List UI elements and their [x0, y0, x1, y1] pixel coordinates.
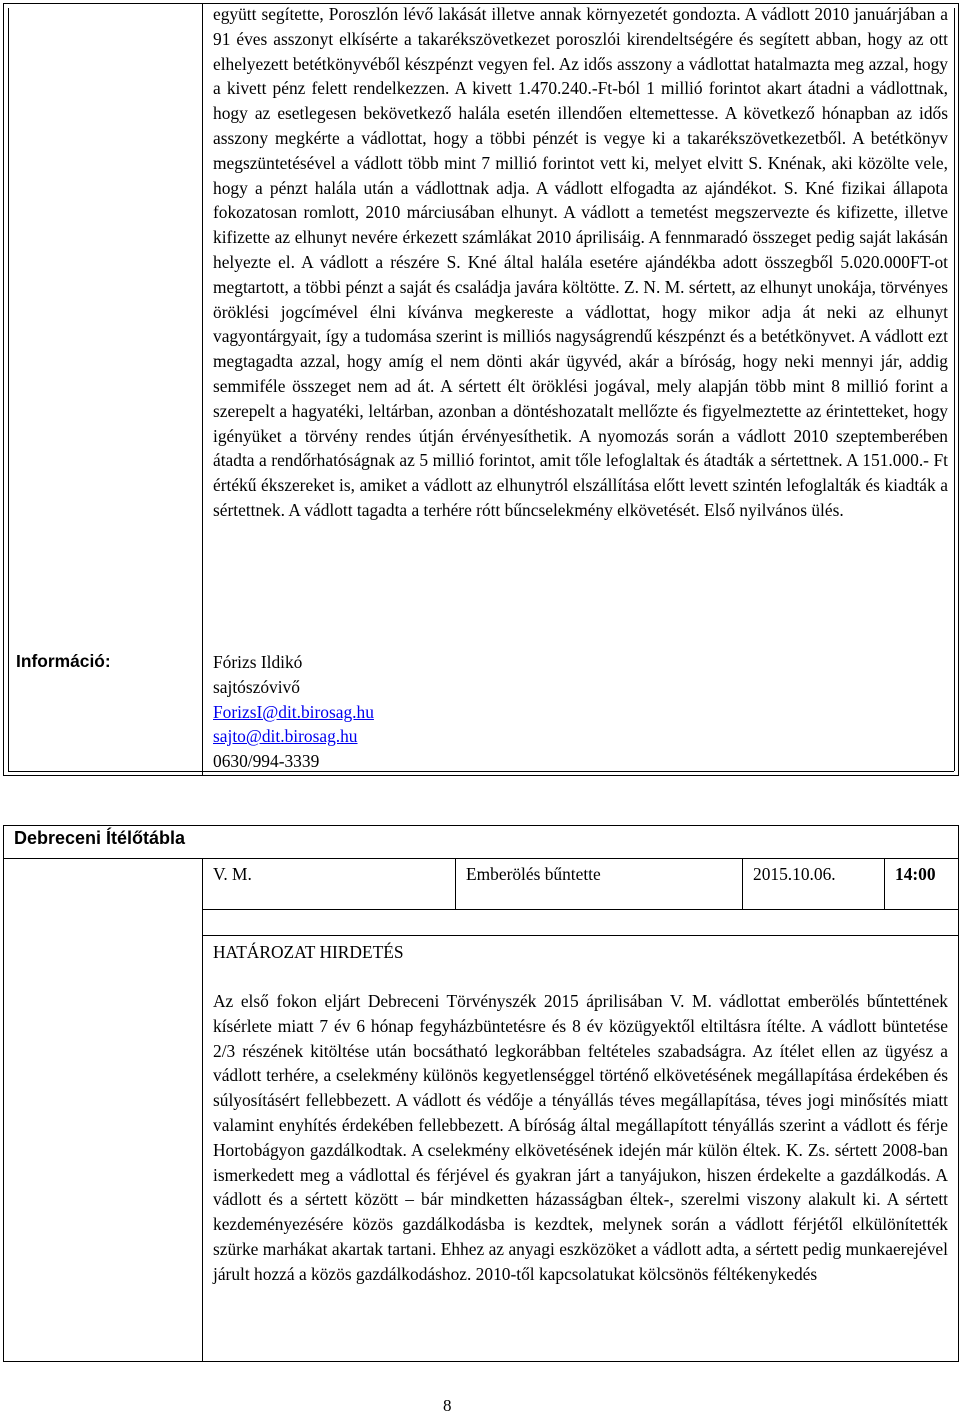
case-table-2-divider — [202, 858, 203, 1362]
hearing-time: 14:00 — [895, 864, 936, 884]
case-description-1: együtt segítette, Poroszlón lévő lakását illetve annak környezetét gondozta. A vádlott 2010 januárjában a 91 éves asszonyt elkísérte a takarékszövetkezet poroszlói kirendeltségére és segített abban, hogy az ott elhelyezett betétkönyvéből készpénzt vegyen fel. Az idős asszony a vádlottat hatalmazta meg azzal, hogy a kivett pénz felett rendelkezzen. A kivett 1.470.240.-Ft-ból 1 millió forintot akart átadni a vádlottnak, hogy az esetlegesen bekövetkező halála esetén illendően eltemettesse. A következő hónapban az idős asszony megkérte a vádlottat, hogy a többi pénzét is vegye ki a takarékszövetkezetből. A betétkönyv megszüntetésével a vádlott több mint 7 millió forintot vett ki, melyet elvitt S. Knénak, aki közölte vele, hogy a pénzt halála után a vádlottnak adja. A vádlott elfogadta az ajándékot. S. Kné fizikai állapota fokozatosan romlott, 2010 márciusában elhunyt. A vádlott a temetést megszervezte és kifizette, illetve kifizette az elhunyt nevére érkezett számlákat 2010 áprilisáig. A fennmaradó összeget pedig saját lakásán helyezte el. A vádlott a részére S. Kné által halála esetére ajándékba adott összegből 5.020.000FT-ot megtartott, a többi pénzt a saját és családja javára költötte. Z. N. M. sértett, az elhunyt unokája, törvényes öröklési jogcímével élni kívánva megkereste a vádlottat, hogy mikor adja át neki az elhunyt vagyontárgyait, így a tudomása szerint is milliós nagyságrendű készpénzt és a betétkönyvet. A vádlott ezt megtagadta azzal, hogy amíg el nem dönti akár ügyvéd, akár a bíróság, hogy neki mennyi jár, addig semmiféle összeget nem ad át. A sértett élt öröklési jogával, mely alapján több mint 8 millió forint a szerepelt a hagyatéki, leltárban, azonban a döntéshozatalt mellőzte és figyelmeztette az érintetteket, hogy igényüket a törvény rendes útján érvényesíthetik. A nyomozás során a vádlott 2010 szeptemberében átadta a rendőrhatóságnak az 5 millió forintot, amit tőle lefoglaltak és átadták a sértettnek. A 151.000.- Ft értékű ékszereket is, amiket a vádlott az elhunytról elszállítása előtt levett szintén lefoglalták és kiadták a sértettnek. A vádlott tagadta a terhére rótt bűncselekmény elkövetését. Első nyilvános ülés. — [213, 4, 948, 520]
case-table-1-inner-right — [954, 8, 955, 771]
defendant-name: V. M. — [213, 864, 252, 884]
court-row-bottom — [3, 858, 959, 859]
contact-phone: 0630/994-3339 — [213, 751, 320, 772]
case-header-bottom — [202, 909, 959, 910]
col-sep-3 — [884, 858, 885, 909]
case-table-1-inner-left — [8, 8, 9, 771]
case-description-2: Az első fokon eljárt Debreceni Törvényszék 2015 áprilisában V. M. vádlottat emberölés bűntettének kísérlete miatt 7 év 6 hónap fegyházbüntetésre és 8 év közügyektől eltiltásra ítélte. A vádlott büntetése 2/3 részének kitöltése után bocsátható legkorábban feltételes szabadságra. Az ítélet ellen az ügyész a vádlott terhére, a cselekmény különös kegyetlenséggel történő elkövetésének megállapítása érdekében és súlyosításért fellebbezett. A vádlott és védője a tényállás téves megállapítása, téves jogi minősítés miatt valamint enyhítés érdekében fellebbezett. A bíróság által megállapított tényállás szerint a vádlott és férje Hortobágyon gazdálkodtak. A cselekmény elkövetésének idején már külön éltek. K. Zs. sértett 2008-ban ismerkedett meg a vádlottal és férjével és gyakran járt a tanyájukon, hiszen érdekelte a gazdálkodás. A vádlott és a sértett között – bár mindketten házasságban éltek-, szerelmi viszony alakult ki. A sértett kezdeményezésére közös gazdálkodásba is kezdtek, melynek során a vádlott férjétől elkülönítették szürke marhákat akartak tartani. Ehhez az anyagi eszközöket a vádlott adta, a sértett pedig munkaerejével járult hozzá a közös gazdálkodáshoz. 2010-től kapcsolatukat kölcsönös féltékenykedés — [213, 991, 948, 1284]
court-name: Debreceni Ítélőtábla — [14, 828, 186, 848]
offense-type: Emberölés bűntette — [466, 864, 601, 884]
hearing-date: 2015.10.06. — [753, 864, 836, 884]
page-number: 8 — [443, 1396, 452, 1415]
press-contact — [213, 650, 713, 774]
decision-heading: HATÁROZAT HIRDETÉS — [213, 942, 404, 962]
press-email-link[interactable]: sajto@dit.birosag.hu — [213, 726, 358, 747]
col-sep-1 — [455, 858, 456, 909]
info-label: Információ: — [16, 651, 111, 671]
case-gap-bottom — [202, 935, 959, 936]
case-table-1-divider — [202, 3, 203, 776]
contact-name: Fórizs Ildikó — [213, 652, 303, 672]
col-sep-2 — [742, 858, 743, 909]
contact-role: sajtószóvivő — [213, 676, 300, 697]
contact-email-link[interactable]: ForizsI@dit.birosag.hu — [213, 701, 374, 722]
